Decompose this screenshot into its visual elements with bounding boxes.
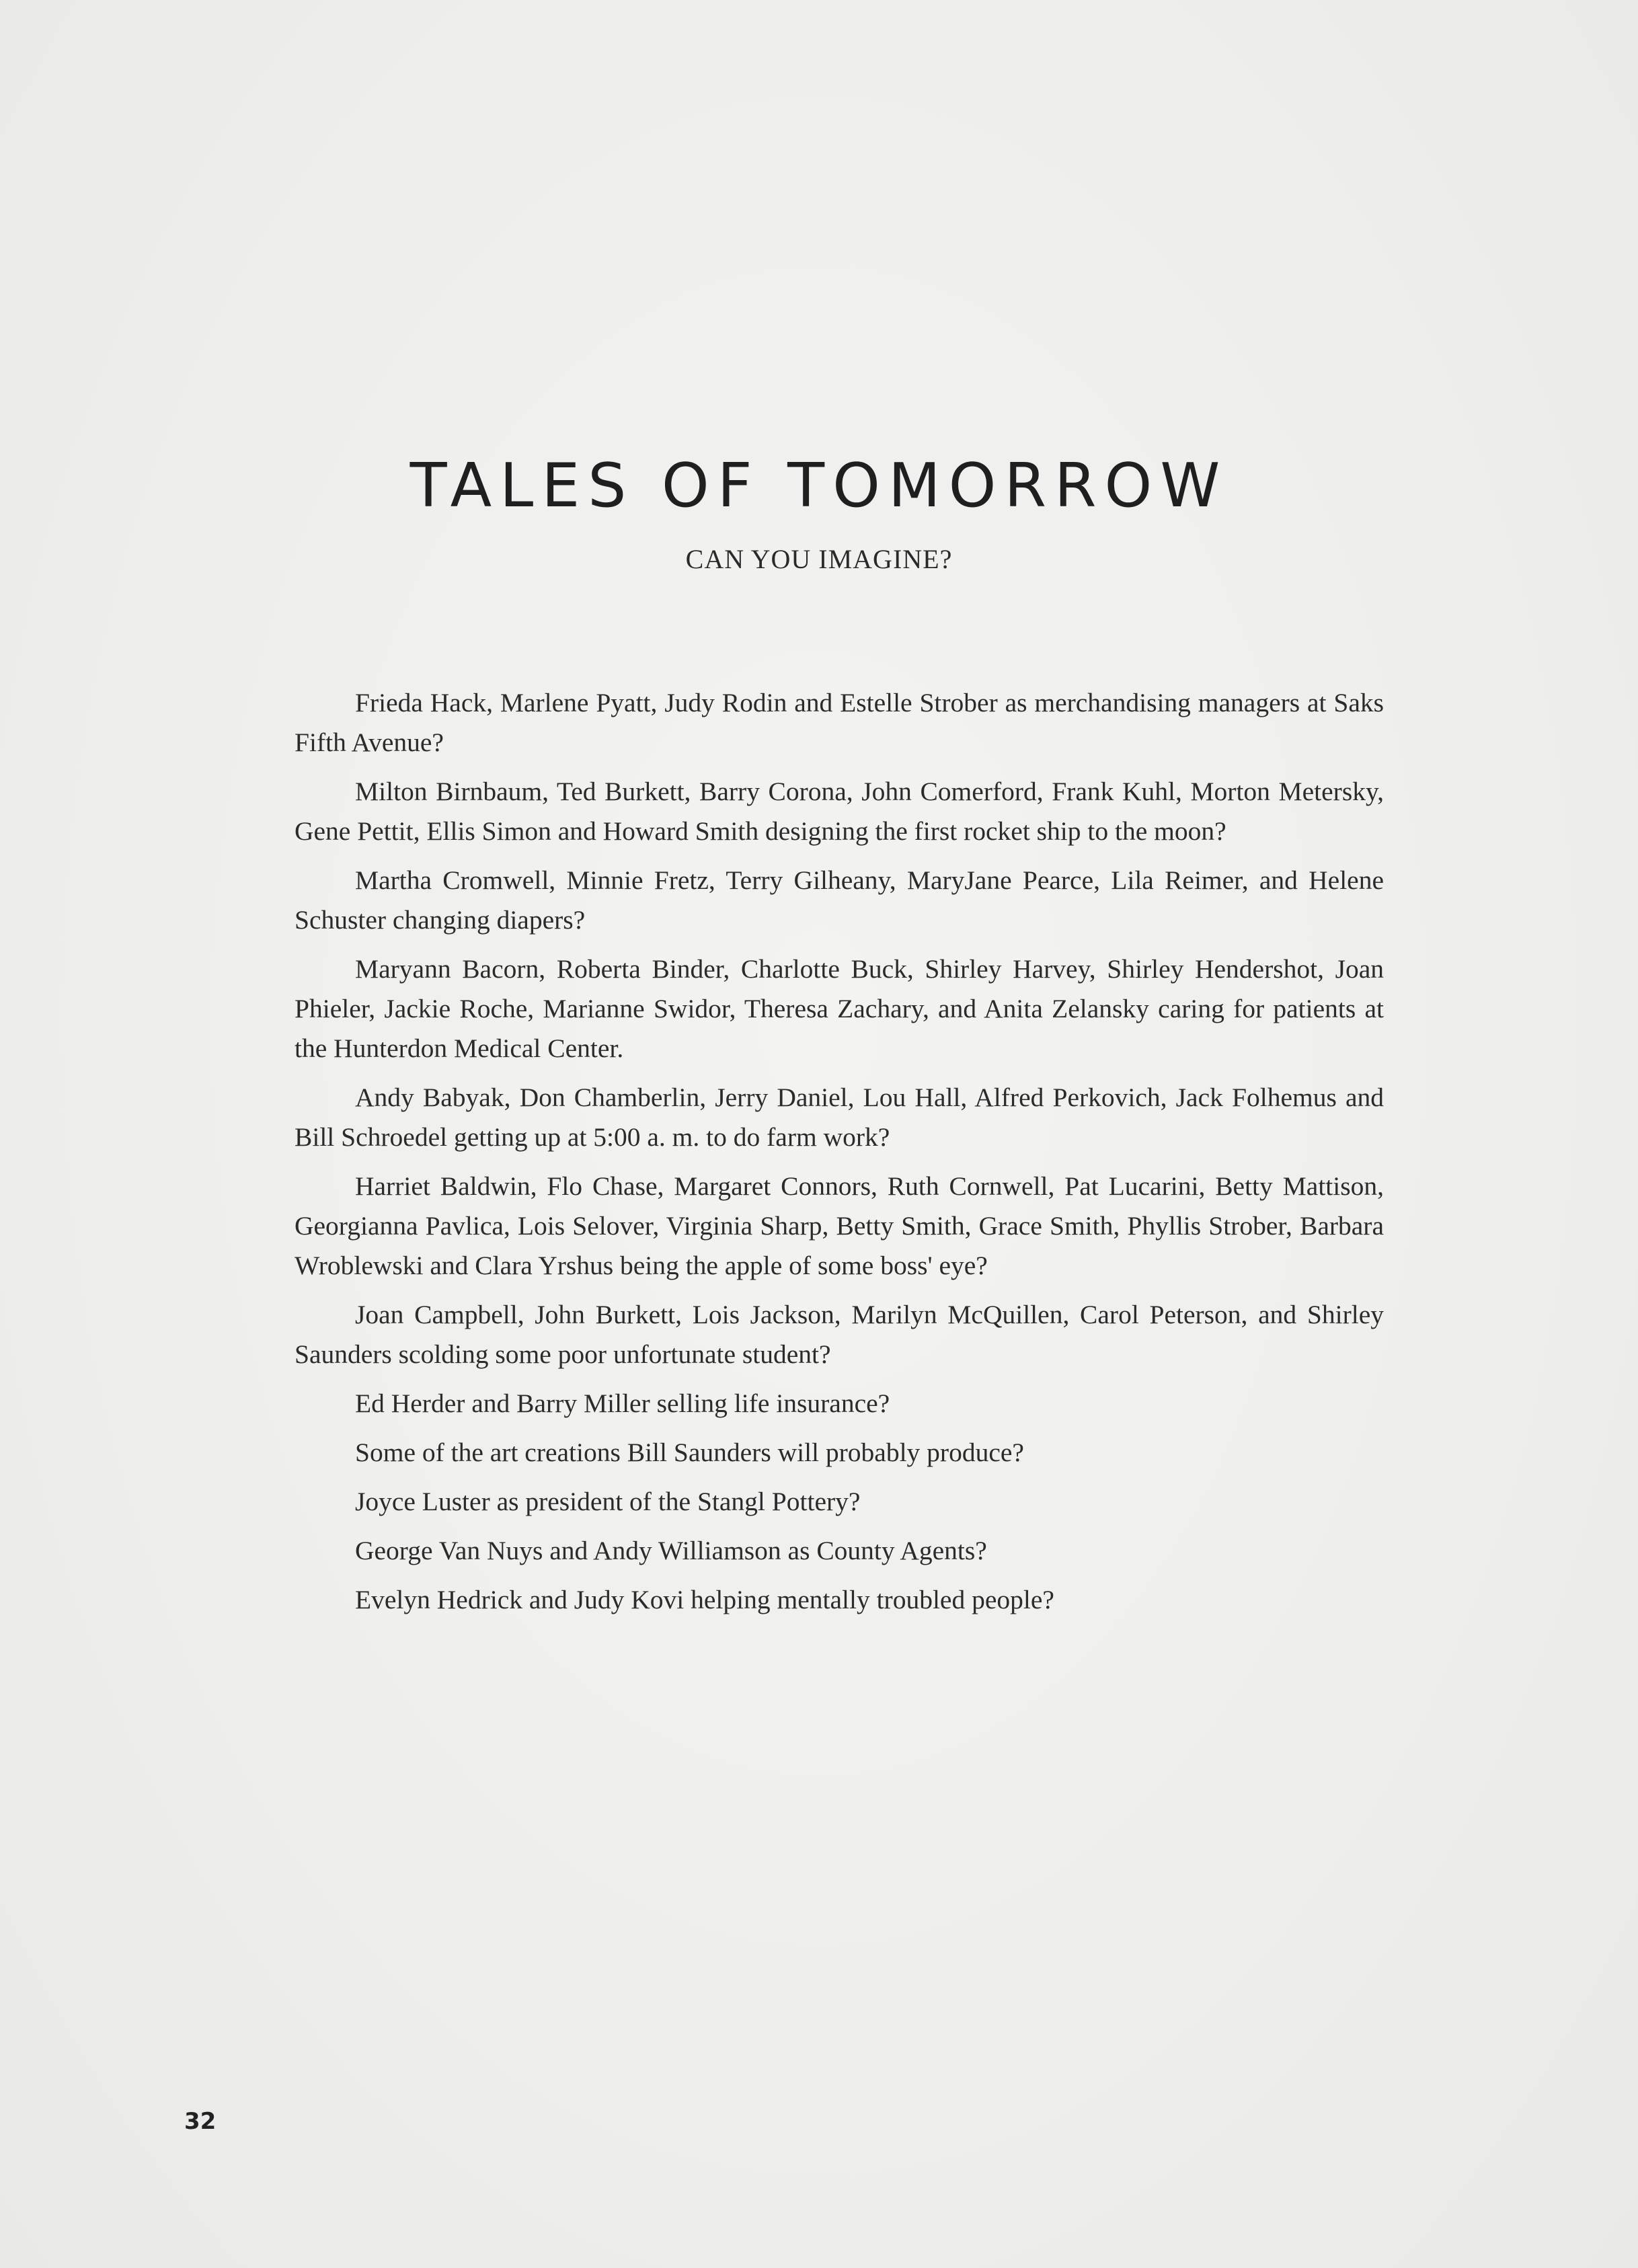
paragraph: Joan Campbell, John Burkett, Lois Jackson, Marilyn McQuillen, Carol Peterson, and Shirley Saunders scolding some poor unfortunate student?: [295, 1300, 1384, 1369]
page-subtitle: CAN YOU IMAGINE?: [685, 544, 953, 574]
paragraph: Milton Birnbaum, Ted Burkett, Barry Corona, John Comerford, Frank Kuhl, Morton Metersky, Gene Pettit, Ellis Simon and Howard Smith designing the first rocket ship to the moon?: [295, 777, 1384, 846]
paragraph: Andy Babyak, Don Chamberlin, Jerry Daniel, Lou Hall, Alfred Perkovich, Jack Folhemus and Bill Schroedel getting up at 5:00 a. m. to do farm work?: [295, 1083, 1384, 1152]
paragraph: Some of the art creations Bill Saunders will probably produce?: [355, 1438, 1024, 1467]
paragraph: Martha Cromwell, Minnie Fretz, Terry Gilheany, MaryJane Pearce, Lila Reimer, and Helene Schuster changing diapers?: [295, 865, 1384, 935]
page-number: 32: [184, 2108, 217, 2135]
paragraph: Maryann Bacorn, Roberta Binder, Charlotte Buck, Shirley Harvey, Shirley Hendershot, Joan Phieler, Jackie Roche, Marianne Swidor, Theresa Zachary, and Anita Zelansky caring for patients at the Hunterdon Medical Center.: [295, 954, 1384, 1063]
paragraph: Ed Herder and Barry Miller selling life insurance?: [355, 1389, 890, 1418]
paragraph: Harriet Baldwin, Flo Chase, Margaret Connors, Ruth Cornwell, Pat Lucarini, Betty Mattison, Georgianna Pavlica, Lois Selover, Virginia Sharp, Betty Smith, Grace Smith, Phyllis Strober, Barbara Wroblewski and Clara Yrshus being the apple of some boss' eye?: [295, 1171, 1384, 1280]
paragraph: Frieda Hack, Marlene Pyatt, Judy Rodin and Estelle Strober as merchandising managers at Saks Fifth Avenue?: [295, 688, 1384, 757]
paragraph: George Van Nuys and Andy Williamson as County Agents?: [355, 1536, 987, 1565]
paragraph: Joyce Luster as president of the Stangl Pottery?: [355, 1487, 861, 1516]
body-text: [295, 683, 1384, 1629]
paragraph: Evelyn Hedrick and Judy Kovi helping mentally troubled people?: [355, 1585, 1054, 1614]
page-title: TALES OF TOMORROW: [410, 451, 1228, 521]
